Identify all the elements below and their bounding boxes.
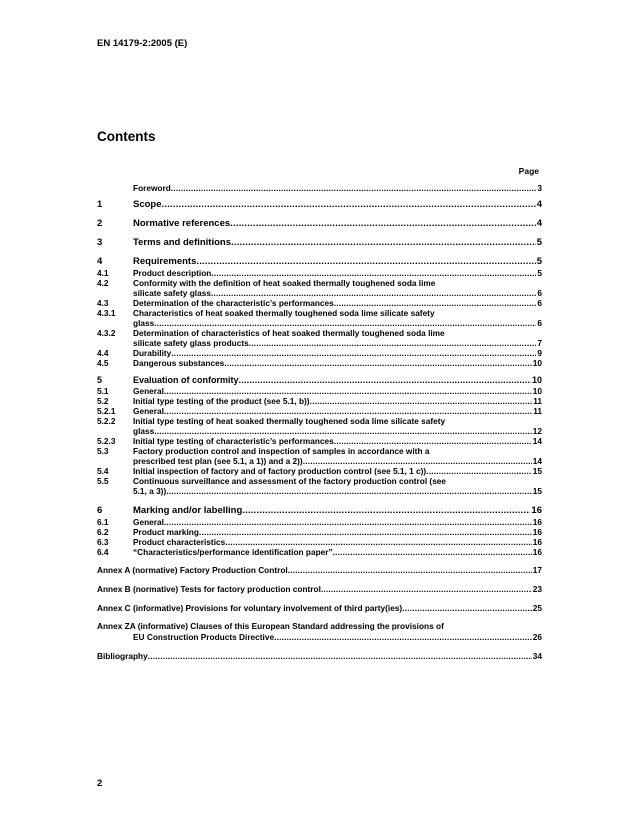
toc-title: Initial type testing of characteristic’s performances — [133, 436, 334, 446]
toc-page: 12 — [532, 426, 542, 436]
toc-number: 5.2 — [97, 396, 109, 406]
toc-title: “Characteristics/performance identification paper” — [133, 547, 333, 557]
toc-entry-5-4[interactable] — [97, 466, 542, 476]
toc-entry-6-4[interactable] — [97, 547, 542, 557]
toc-page: 5 — [537, 268, 542, 278]
toc-number: 5.5 — [97, 476, 109, 486]
toc-number: 5.4 — [97, 466, 109, 476]
toc-title: Product characteristics — [133, 537, 226, 547]
toc-page: 15 — [532, 486, 542, 496]
toc-page: 17 — [532, 565, 542, 575]
toc-title-line: Continuous surveillance and assessment of the factory production control (see — [133, 476, 447, 486]
toc-entry-5[interactable] — [97, 375, 542, 386]
toc-entry-5-2-1[interactable] — [97, 406, 542, 416]
toc-page: 16 — [531, 505, 542, 516]
toc-title: Evaluation of conformity — [133, 375, 239, 385]
toc-page: 14 — [532, 456, 542, 466]
toc-title-line: Conformity with the definition of heat soaked thermally toughened soda lime — [133, 278, 436, 288]
toc-title: General — [133, 386, 164, 396]
toc-number: 5.3 — [97, 446, 109, 456]
toc-entry-annex-a[interactable] — [97, 564, 542, 576]
toc-number: 4.3.1 — [97, 308, 116, 318]
toc-entry-6-3[interactable] — [97, 537, 542, 547]
toc-title: prescribed test plan (see 5.1, a 1)) and a 2)) — [133, 456, 303, 466]
toc-number: 5.2.1 — [97, 406, 116, 416]
toc-entry-2[interactable] — [97, 218, 542, 230]
toc-title: silicate safety glass — [133, 288, 211, 298]
toc-page: 6 — [537, 288, 542, 298]
toc-title: Marking and/or labelling — [133, 505, 243, 516]
toc-page: 6 — [537, 298, 542, 308]
toc-title: 5.1, a 3)) — [133, 486, 167, 496]
toc-title-line: Annex ZA (informative) Clauses of this European Standard addressing the provisions of — [97, 621, 444, 631]
toc-page: 16 — [532, 527, 542, 537]
toc-title: silicate safety glass products — [133, 338, 249, 348]
toc-title: Foreword — [133, 183, 171, 193]
toc-page: 4 — [536, 218, 542, 229]
toc-number: 6.1 — [97, 517, 109, 527]
toc-entry-5-2-3[interactable] — [97, 436, 542, 446]
toc-page: 9 — [537, 348, 542, 358]
toc-number: 4.1 — [97, 268, 109, 278]
toc-page: 26 — [532, 632, 542, 642]
toc-entry-4-3-2[interactable] — [97, 328, 542, 348]
toc-title: Annex A (normative) Factory Production Control — [97, 565, 288, 575]
toc-page: 7 — [537, 338, 542, 348]
toc-title: Requirements — [133, 256, 197, 267]
toc-number: 1 — [97, 199, 103, 210]
toc-entry-4-2[interactable] — [97, 278, 542, 298]
toc-number: 2 — [97, 218, 103, 229]
toc-page: 15 — [532, 466, 542, 476]
toc-page: 3 — [537, 183, 542, 193]
toc-number: 6.3 — [97, 537, 109, 547]
toc-title: General — [133, 406, 164, 416]
toc-entry-foreword[interactable] — [97, 182, 542, 194]
toc-title: Scope — [133, 199, 162, 210]
toc-entry-3[interactable] — [97, 237, 542, 249]
toc-entry-annex-za[interactable] — [97, 621, 542, 643]
toc-entry-annex-b[interactable] — [97, 583, 542, 595]
toc-title: Product description — [133, 268, 212, 278]
toc-entry-5-2-2[interactable] — [97, 416, 542, 436]
toc-title: glass — [133, 426, 155, 436]
toc-number: 4.3.2 — [97, 328, 116, 338]
toc-entry-5-1[interactable] — [97, 386, 542, 396]
toc-title-line: Initial type testing of heat soaked thermally toughened soda lime silicate safety — [133, 416, 446, 426]
toc-title: Normative references — [133, 218, 231, 229]
toc-title: glass — [133, 318, 155, 328]
table-of-contents — [97, 182, 542, 662]
toc-number: 4.2 — [97, 278, 109, 288]
toc-page: 16 — [532, 517, 542, 527]
toc-number: 4.4 — [97, 348, 109, 358]
toc-number: 4 — [97, 256, 103, 267]
toc-page: 16 — [532, 537, 542, 547]
toc-entry-4-5[interactable] — [97, 358, 542, 368]
toc-number: 4.3 — [97, 298, 109, 308]
toc-page: 34 — [532, 651, 542, 661]
toc-number: 5.2.2 — [97, 416, 116, 426]
toc-entry-6-1[interactable] — [97, 517, 542, 527]
toc-number: 4.5 — [97, 358, 109, 368]
toc-page: 11 — [533, 396, 542, 406]
toc-title: Dangerous substances — [133, 358, 225, 368]
toc-number: 6.4 — [97, 547, 109, 557]
page-column-label: Page — [518, 166, 539, 176]
toc-title: General — [133, 517, 164, 527]
toc-title-line: Characteristics of heat soaked thermally toughened soda lime silicate safety — [133, 308, 435, 318]
toc-title: Initial inspection of factory and of factory production control (see 5.1, 1 c)) — [133, 466, 427, 476]
document-id-header: EN 14179-2:2005 (E) — [97, 38, 188, 49]
toc-entry-5-3[interactable] — [97, 446, 542, 466]
toc-page: 10 — [532, 358, 542, 368]
toc-title: EU Construction Products Directive — [133, 632, 275, 642]
toc-page: 23 — [532, 584, 542, 594]
page-number: 2 — [97, 778, 103, 789]
toc-page: 25 — [532, 603, 542, 613]
toc-title: Durability — [133, 348, 172, 358]
toc-entry-4-1[interactable] — [97, 268, 542, 278]
toc-entry-4-4[interactable] — [97, 348, 542, 358]
toc-number: 5 — [97, 375, 103, 385]
page-title: Contents — [97, 129, 156, 144]
toc-page: 6 — [537, 318, 542, 328]
toc-page: 10 — [532, 386, 542, 396]
toc-entry-6[interactable] — [97, 505, 542, 517]
toc-entry-6-2[interactable] — [97, 527, 542, 537]
toc-entry-5-2[interactable] — [97, 396, 542, 406]
toc-title: Annex C (informative) Provisions for voluntary involvement of third party(ies) — [97, 603, 403, 613]
toc-title-line: Factory production control and inspection of samples in accordance with a — [133, 446, 430, 456]
toc-title-line: Determination of characteristics of heat soaked thermally toughened soda lime — [133, 328, 445, 338]
toc-title: Annex B (normative) Tests for factory production control — [97, 584, 321, 594]
toc-page: 10 — [531, 375, 542, 385]
toc-entry-4-3[interactable] — [97, 298, 542, 308]
toc-entry-4[interactable] — [97, 256, 542, 268]
toc-number: 5.1 — [97, 386, 109, 396]
toc-number: 3 — [97, 237, 103, 248]
toc-page: 5 — [536, 256, 542, 267]
toc-title: Terms and definitions — [133, 237, 232, 248]
toc-entry-bibliography[interactable] — [97, 650, 542, 662]
toc-page: 14 — [532, 436, 542, 446]
toc-title: Bibliography — [97, 651, 148, 661]
toc-title: Initial type testing of the product (see 5.1, b)) — [133, 396, 310, 406]
toc-entry-5-5[interactable] — [97, 476, 542, 496]
toc-title: Determination of the characteristic’s performances — [133, 298, 334, 308]
toc-number: 6 — [97, 505, 103, 516]
toc-page: 5 — [536, 237, 542, 248]
toc-entry-4-3-1[interactable] — [97, 308, 542, 328]
toc-page: 11 — [533, 406, 542, 416]
toc-number: 6.2 — [97, 527, 109, 537]
toc-page: 16 — [532, 547, 542, 557]
toc-title: Product marking — [133, 527, 199, 537]
toc-entry-annex-c[interactable] — [97, 602, 542, 614]
toc-number: 5.2.3 — [97, 436, 116, 446]
toc-page: 4 — [536, 199, 542, 210]
toc-entry-1[interactable] — [97, 199, 542, 211]
